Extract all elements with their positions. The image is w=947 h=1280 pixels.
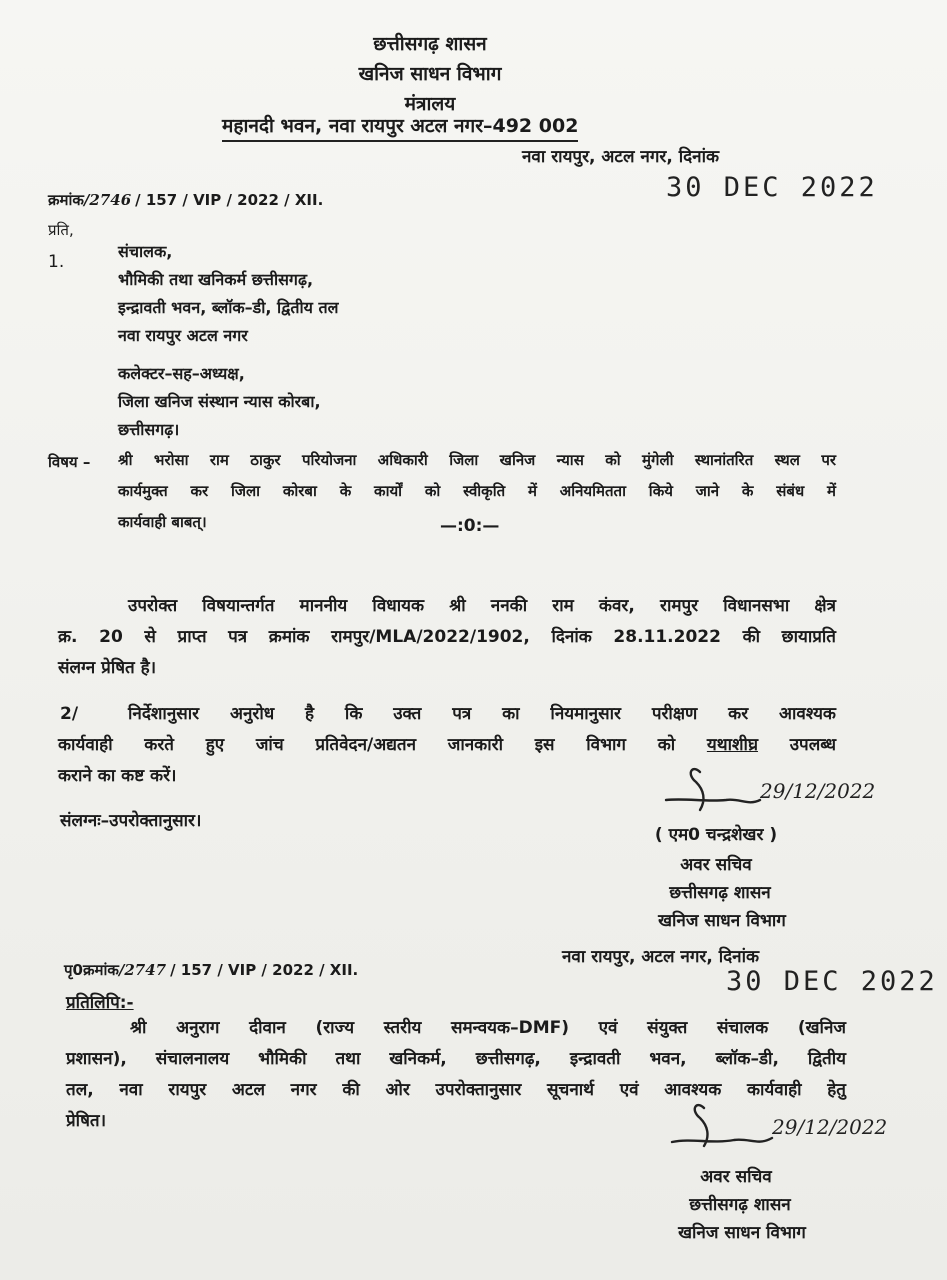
copy-line: प्रेषित।: [66, 1111, 107, 1131]
date-stamp: 30 DEC 2022: [666, 172, 878, 203]
signature-2-date: 29/12/2022: [772, 1115, 888, 1139]
endorsement-signatory-govt: छत्तीसगढ़ शासन: [689, 1195, 791, 1215]
header-office: मंत्रालय: [404, 93, 456, 115]
para2-line2-b: उपलब्ध: [789, 735, 837, 755]
signatory-govt: छत्तीसगढ़ शासन: [669, 883, 771, 903]
endorsement-signatory-dept: खनिज साधन विभाग: [678, 1223, 806, 1243]
subject-line: श्री भरोसा राम ठाकुर परियोजना अधिकारी जिला खनिज न्यास को मुंगेली स्थानांतरित स्थल पर: [118, 451, 836, 469]
para2-line: कराने का कष्ट करें।: [58, 766, 177, 786]
signature-2: [664, 1098, 904, 1164]
para1-line: उपरोक्त विषयान्तर्गत माननीय विधायक श्री ननकी राम कंवर, रामपुर विधानसभा क्षेत्र: [128, 596, 836, 616]
para2-number: 2/: [60, 704, 79, 724]
paragraph-1: [58, 592, 836, 685]
signatory-name: ( एम0 चन्द्रशेखर ): [654, 825, 778, 845]
subject-label: विषय –: [48, 453, 91, 471]
recipient-number: 1.: [48, 252, 65, 272]
para2-line: निर्देशानुसार अनुरोध है कि उक्त पत्र का नियमानुसार परीक्षण कर आवश्यक: [128, 704, 836, 724]
endorsement-ref-handwritten: /2747: [118, 961, 167, 979]
recipient1-line: भौमिकी तथा खनिकर्म छत्तीसगढ़,: [118, 270, 314, 289]
copy-line: प्रशासन), संचालनालय भौमिकी तथा खनिकर्म, छत्तीसगढ़, इन्द्रावती भवन, ब्लॉक–डी, द्वितीय: [66, 1049, 846, 1069]
signature-1: [656, 760, 886, 826]
recipient2-line: जिला खनिज संस्थान न्यास कोरबा,: [118, 392, 321, 411]
para2-line: [58, 731, 836, 762]
ref-rest: / 157 / VIP / 2022 / XII.: [135, 191, 324, 209]
ref-prefix: क्रमांक: [48, 191, 84, 209]
para2-line2-underlined: यथाशीघ्र: [706, 735, 759, 755]
para2-line2-a: कार्यवाही करते हुए जांच प्रतिवेदन/अद्यतन जानकारी इस विभाग को: [58, 735, 676, 755]
signatory-post: अवर सचिव: [680, 855, 752, 875]
subject-line: कार्यमुक्त कर जिला कोरबा के कार्यों को स्वीकृति में अनियमितता किये जाने के संबंध में: [118, 482, 836, 500]
enclosure: संलग्नः–उपरोक्तानुसार।: [60, 811, 202, 831]
recipient2-line: कलेक्टर–सह–अध्यक्ष,: [118, 364, 245, 383]
recipient2-line: छत्तीसगढ़।: [118, 420, 180, 439]
prati-label: प्रति,: [48, 221, 74, 239]
copy-label: प्रतिलिपि:-: [66, 993, 134, 1013]
para1-line: क्र. 20 से प्राप्त पत्र क्रमांक रामपुर/MLA/2022/1902, दिनांक 28.11.2022 की छायाप्रति: [58, 627, 836, 647]
reference-number: [48, 190, 323, 210]
signature-1-date: 29/12/2022: [760, 779, 876, 803]
recipient1-line: नवा रायपुर अटल नगर: [118, 326, 248, 345]
signatory-dept: खनिज साधन विभाग: [658, 911, 786, 931]
endorsement-date-stamp: 30 DEC 2022: [726, 966, 938, 997]
copy-line: तल, नवा रायपुर अटल नगर की ओर उपरोक्तानुसार सूचनार्थ एवं आवश्यक कार्यवाही हेतु: [66, 1080, 846, 1100]
endorsement-ref-prefix: पृ0क्रमांक: [64, 961, 119, 979]
copy-line: श्री अनुराग दीवान (राज्य स्तरीय समन्वयक–DMF) एवं संयुक्त संचालक (खनिज: [130, 1018, 846, 1038]
ref-handwritten: /2746: [83, 191, 132, 209]
endorsement-signatory-post: अवर सचिव: [700, 1167, 772, 1187]
separator: —:0:—: [440, 516, 500, 536]
place-date-label: नवा रायपुर, अटल नगर, दिनांक: [522, 147, 720, 167]
subject-line: कार्यवाही बाबत्।: [118, 513, 207, 531]
endorsement-ref-rest: / 157 / VIP / 2022 / XII.: [170, 961, 359, 979]
recipient1-line: संचालक,: [118, 242, 173, 261]
header-address: महानदी भवन, नवा रायपुर अटल नगर–492 002: [222, 112, 578, 142]
header-govt: छत्तीसगढ़ शासन: [373, 33, 487, 55]
recipient1-line: इन्द्रावती भवन, ब्लॉक–डी, द्वितीय तल: [118, 298, 339, 317]
endorsement-place-date: नवा रायपुर, अटल नगर, दिनांक: [562, 947, 760, 967]
endorsement-reference: [64, 960, 358, 980]
header-dept: खनिज साधन विभाग: [358, 63, 502, 85]
para1-line: संलग्न प्रेषित है।: [58, 658, 157, 678]
